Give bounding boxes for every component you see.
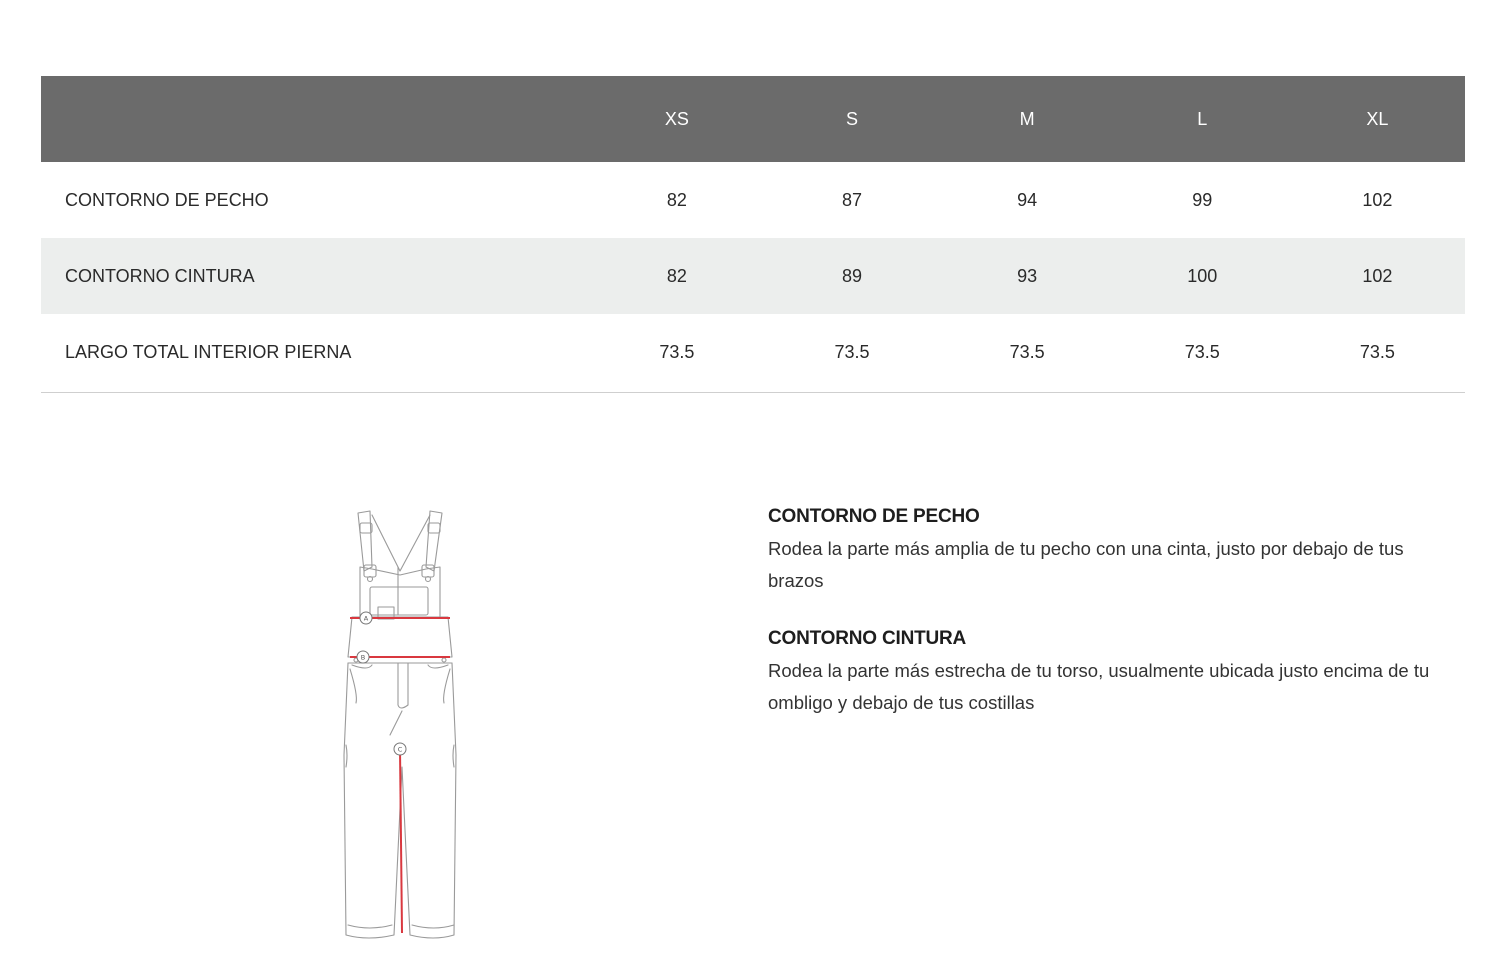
table-cell: 87 [842, 189, 863, 210]
row-label: CONTORNO CINTURA [65, 265, 255, 286]
measurement-guide [768, 505, 1458, 749]
size-chart-table [41, 76, 1465, 393]
overalls-measurement-illustration [330, 505, 470, 945]
table-cell: 99 [1192, 189, 1213, 210]
size-header-xs: XS [664, 108, 689, 129]
marker-b-label: B [360, 653, 366, 662]
marker-a-label: A [363, 614, 369, 623]
table-cell: 82 [666, 265, 687, 286]
table-cell: 94 [1017, 189, 1038, 210]
table-cell: 73.5 [1009, 342, 1045, 363]
table-cell: 102 [1362, 189, 1393, 210]
table-cell: 89 [842, 265, 863, 286]
table-cell: 73.5 [1184, 342, 1220, 363]
guide-item-waist [768, 627, 1458, 719]
size-header-xl: XL [1366, 108, 1389, 129]
table-cell: 93 [1017, 265, 1038, 286]
table-cell: 73.5 [659, 342, 695, 363]
size-header-row [41, 76, 1465, 162]
guide-title: CONTORNO CINTURA [768, 628, 967, 649]
header-label-cell [41, 76, 589, 162]
table-cell: 82 [666, 189, 687, 210]
table-row-inseam [41, 314, 1465, 392]
overalls-icon [330, 505, 470, 945]
table-cell: 73.5 [1359, 342, 1395, 363]
guide-item-chest [768, 505, 1458, 597]
table-row-chest [41, 162, 1465, 238]
guide-title: CONTORNO DE PECHO [768, 506, 980, 527]
size-header-l: L [1197, 108, 1208, 129]
size-header-m: M [1019, 108, 1035, 129]
row-label: CONTORNO DE PECHO [65, 189, 269, 210]
row-label: LARGO TOTAL INTERIOR PIERNA [65, 342, 352, 363]
guide-description: Rodea la parte más amplia de tu pecho con una cinta, justo por debajo de tus brazos [768, 538, 1404, 591]
guide-description: Rodea la parte más estrecha de tu torso, usualmente ubicada justo encima de tu ombligo y debajo de tus costillas [768, 660, 1430, 713]
marker-c-label: C [397, 745, 403, 754]
table-row-waist [41, 238, 1465, 314]
table-cell: 100 [1187, 265, 1218, 286]
size-header-s: S [846, 108, 859, 129]
table-cell: 73.5 [834, 342, 870, 363]
table-cell: 102 [1362, 265, 1393, 286]
